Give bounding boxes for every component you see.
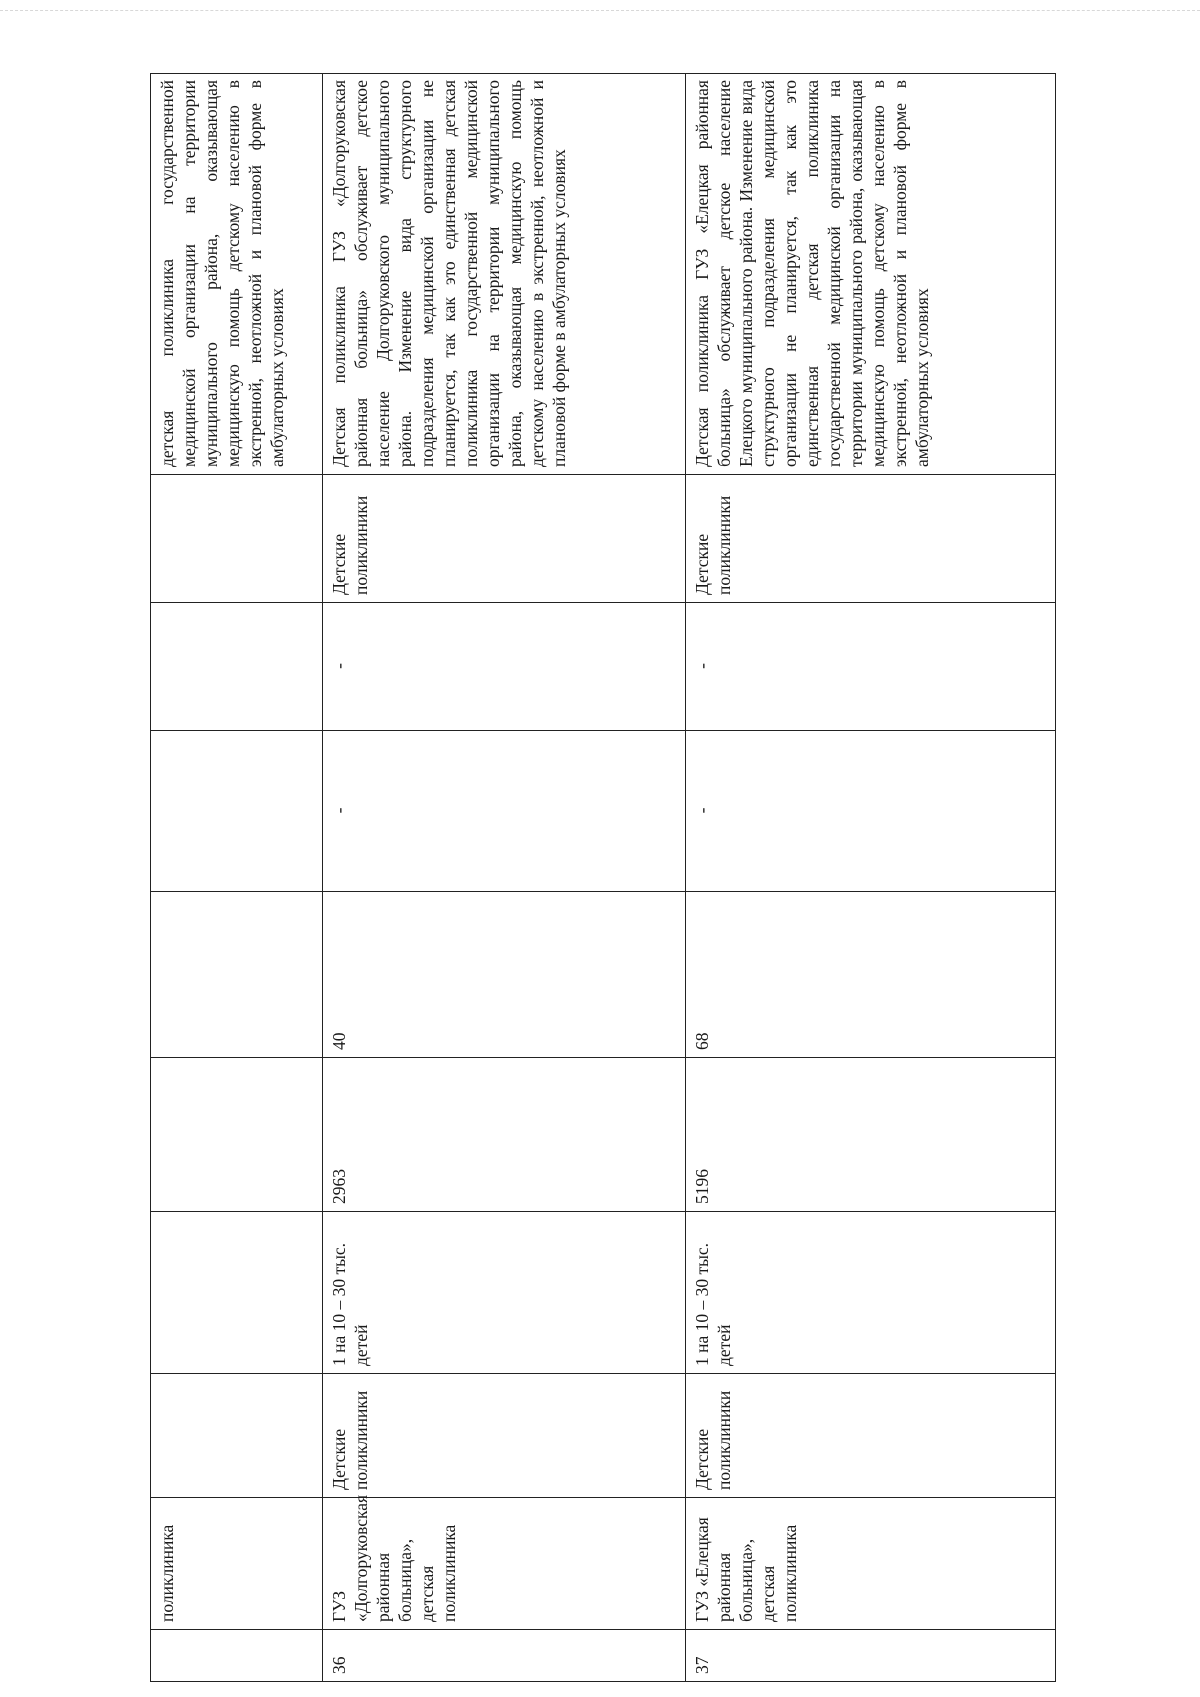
- description: Детская поликлиника ГУЗ «Елецкая районная больница» обслуживает детское население Елецкого муниципального района. Изменение вида структурного подразделения медицинской организации не планируется, так как это единственная детская поликлиника государственной медицинской организации на территории муниципального района, оказывающая медицинскую помощь детскому населению в экстренной, неотложной и плановой форме в амбулаторных условиях: [685, 74, 1055, 475]
- capacity: 40: [322, 892, 685, 1058]
- rotated-document-page: [150, 74, 1056, 1682]
- organization-name: ГУЗ «Долгоруковская районная больница», детская поликлиника: [322, 1498, 685, 1630]
- organization-name: поликлиника: [151, 1498, 323, 1630]
- planned-type: [151, 475, 323, 603]
- norm: [151, 1212, 323, 1374]
- value-1: -: [322, 731, 685, 892]
- population: [151, 1058, 323, 1212]
- organization-name: ГУЗ «Елецкая районная больница», детская поликлиника: [685, 1498, 1055, 1630]
- value-1: [151, 731, 323, 892]
- facility-type: [151, 1374, 323, 1498]
- facility-type: Детские поликлиники: [322, 1374, 685, 1498]
- row-number: 37: [685, 1630, 1055, 1682]
- norm: 1 на 10 – 30 тыс. детей: [322, 1212, 685, 1374]
- scan-edge-line: [0, 10, 1200, 11]
- capacity: 68: [685, 892, 1055, 1058]
- capacity: [151, 892, 323, 1058]
- population: 5196: [685, 1058, 1055, 1212]
- value-2: -: [685, 603, 1055, 731]
- value-2: [151, 603, 323, 731]
- planned-type: Детские поликлиники: [322, 475, 685, 603]
- value-2: -: [322, 603, 685, 731]
- table-row: [322, 74, 685, 1682]
- row-number: 36: [322, 1630, 685, 1682]
- table-row: [685, 74, 1055, 1682]
- value-1: -: [685, 731, 1055, 892]
- description: детская поликлиника государственной медицинской организации на территории муниципального района, оказывающая медицинскую помощь детскому населению в экстренной, неотложной и плановой форме в амбулаторных условиях: [151, 74, 323, 475]
- population: 2963: [322, 1058, 685, 1212]
- planned-type: Детские поликлиники: [685, 475, 1055, 603]
- row-number: [151, 1630, 323, 1682]
- norm: 1 на 10 – 30 тыс. детей: [685, 1212, 1055, 1374]
- description: Детская поликлиника ГУЗ «Долгоруковская районная больница» обслуживает детское население Долгоруковского муниципального района. Изменение вида структурного подразделения медицинской организации не планируется, так как это единственная детская поликлиника государственной медицинской организации на территории муниципального района, оказывающая медицинскую помощь детскому населению в экстренной, неотложной и плановой форме в амбулаторных условиях: [322, 74, 685, 475]
- medical-organizations-table: [150, 73, 1056, 1682]
- table-row: [151, 74, 323, 1682]
- facility-type: Детские поликлиники: [685, 1374, 1055, 1498]
